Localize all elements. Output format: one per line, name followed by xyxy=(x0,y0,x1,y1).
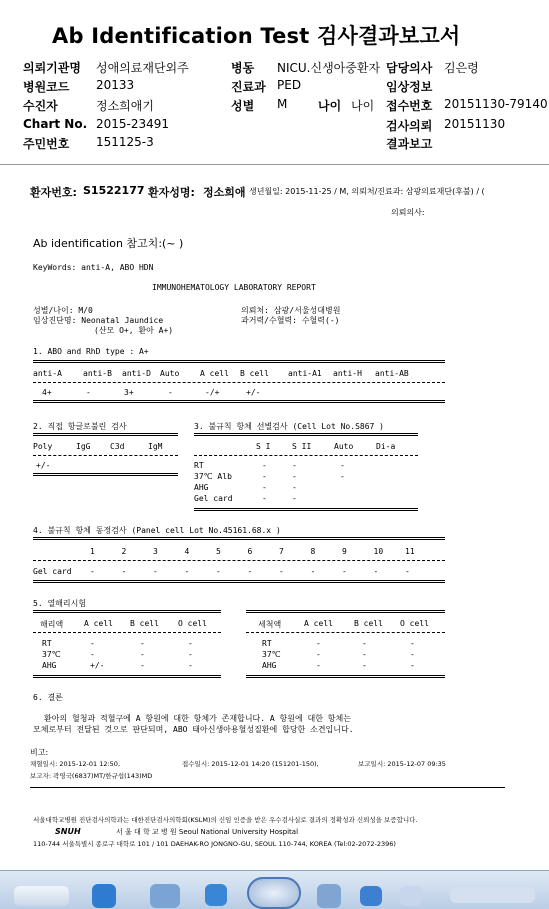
wash-row-label: AHG xyxy=(262,661,277,670)
wash-value-cell: - xyxy=(410,650,415,659)
label-result-report: 결과보고 xyxy=(386,137,433,151)
panel-value-cell: - xyxy=(310,567,316,576)
diagnosis: 임상진단명: Neonatal Jaundice xyxy=(33,316,164,325)
wash-value-cell: - xyxy=(410,639,415,648)
screen-row-label: 37℃ Alb xyxy=(194,472,232,481)
transfusion-history: 과거력/수혈력: 수혈력(-) xyxy=(241,316,340,325)
panel-header-cell: 3 xyxy=(153,547,158,556)
panel-row-label: Gel card xyxy=(33,567,72,576)
section-antibody-identification: 4. 불규칙 항체 동정검사 (Panel cell Lot No.45161.68.x ) xyxy=(33,526,281,535)
report-title: Ab Identification Test 검사결과보고서 xyxy=(52,24,461,48)
eluate-value-cell: - xyxy=(188,650,193,659)
collection-datetime: 채혈일시: 2015-12-01 12:50, xyxy=(30,760,121,768)
panel-value-cell: - xyxy=(216,567,221,576)
abo-header-cell: anti-B xyxy=(83,369,112,378)
wash-value-cell: - xyxy=(316,650,321,659)
wash-value-cell: - xyxy=(410,661,415,670)
divider xyxy=(33,610,221,613)
panel-header-cell: 8 xyxy=(310,547,316,556)
dat-header-cell: Poly xyxy=(33,442,53,451)
value-chart-no: 2015-23491 xyxy=(96,117,170,131)
abo-value-cell: +/- xyxy=(246,388,261,397)
divider xyxy=(33,632,221,633)
section-elution: 5. 열해리시험 xyxy=(33,599,87,608)
panel-value-cell: - xyxy=(121,567,127,576)
abo-value-cell: - xyxy=(86,388,91,397)
screen-value-cell: - xyxy=(262,483,267,492)
section-antibody-screen: 3. 불규칙 항체 선별검사 (Cell Lot No.S867 ) xyxy=(194,422,384,431)
panel-header-cell: 6 xyxy=(247,547,253,556)
abo-header-cell: anti-H xyxy=(333,369,362,378)
abo-header-cell: anti-A xyxy=(33,369,62,378)
footer-certification: 서울대학교병원 진단검사의학과는 대한진단검사의학회(KSLM)의 신임 인증을 받은 우수검사실로 결과의 정확성과 신뢰성을 보증합니다. xyxy=(33,816,418,824)
abo-value-cell: 4+ xyxy=(42,388,52,397)
taskbar xyxy=(0,870,549,909)
remarks-label: 비고: xyxy=(30,748,49,757)
screen-header-cell: Di-a xyxy=(376,442,396,451)
screen-value-cell: - xyxy=(340,461,345,470)
panel-header-cell: 9 xyxy=(342,547,347,556)
label-sex: 성별 xyxy=(231,99,255,113)
screen-value-cell: - xyxy=(292,483,297,492)
label-resident-no: 주민번호 xyxy=(23,137,70,151)
divider xyxy=(246,610,445,613)
abo-header-cell: B cell xyxy=(240,369,269,378)
eluate-value-cell: +/- xyxy=(90,661,105,670)
dat-value-cell: +/- xyxy=(36,461,51,470)
eluate-header-cell: O cell xyxy=(178,619,207,628)
abo-header-cell: anti-AB xyxy=(375,369,409,378)
label-ward: 병동 xyxy=(231,61,255,75)
panel-value-cell: - xyxy=(373,567,379,576)
report-datetime: 보고일시: 2015-12-07 09:35 xyxy=(358,760,446,768)
value-doctor: 김은령 xyxy=(444,61,479,75)
dat-header-cell: IgM xyxy=(148,442,163,451)
label-clinical-info: 임상정보 xyxy=(386,80,433,94)
label-test-request: 검사의뢰 xyxy=(386,119,433,133)
abo-header-cell: Auto xyxy=(160,369,180,378)
app-icon[interactable] xyxy=(400,886,422,906)
value-patient: 정소희애기 xyxy=(96,99,154,113)
tray-area[interactable] xyxy=(450,887,535,903)
screen-value-cell: - xyxy=(292,461,297,470)
divider xyxy=(33,537,445,540)
conclusion-line-2: 모체로부터 전달된 것으로 판단되며, ABO 태아신생아용혈성질환에 합당한 소견입니다. xyxy=(33,725,354,734)
value-test-request: 20151130 xyxy=(444,117,506,131)
screen-value-cell: - xyxy=(340,472,345,481)
label-patient: 수진자 xyxy=(23,99,58,113)
panel-value-cell: - xyxy=(279,567,284,576)
divider xyxy=(33,580,445,583)
panel-value-cell: - xyxy=(405,567,410,576)
panel-value-cell: - xyxy=(90,567,95,576)
referrer: 의뢰처: 삼광/서울성대병원 xyxy=(241,306,341,315)
footer-hospital-name: 서 울 대 학 교 병 원 Seoul National University Hospital xyxy=(116,828,299,836)
patient-info: 생년월일: 2015-11-25 / M, 의뢰처/진료과: 삼광의료재단(후불) / ( xyxy=(249,187,485,196)
wash-header-cell: B cell xyxy=(354,619,383,628)
wash-value-cell: - xyxy=(362,661,367,670)
lab-report-title: IMMUNOHEMATOLOGY LABORATORY REPORT xyxy=(152,283,316,292)
label-doctor: 담당의사 xyxy=(386,61,433,75)
wash-value-cell: - xyxy=(362,650,367,659)
wash-row-label: RT xyxy=(262,639,272,648)
abo-header-cell: anti-A1 xyxy=(288,369,322,378)
app-icon[interactable] xyxy=(360,886,382,906)
section-conclusion: 6. 결론 xyxy=(33,693,63,702)
eluate-value-cell: - xyxy=(90,650,95,659)
value-sex: M xyxy=(277,97,288,111)
receipt-datetime: 접수일시: 2015-12-01 14:20 (151201-150), xyxy=(182,760,319,768)
value-department: PED xyxy=(277,78,302,92)
divider xyxy=(246,632,445,633)
divider xyxy=(194,433,418,436)
scanned-report xyxy=(0,164,549,870)
app-icon[interactable] xyxy=(205,884,227,906)
eluate-header-cell: A cell xyxy=(84,619,113,628)
eluate-row-label: 37℃ xyxy=(42,650,61,659)
ab-identification-title: Ab identification 참고치:(~ ) xyxy=(33,237,184,250)
abo-value-cell: 3+ xyxy=(124,388,134,397)
divider xyxy=(33,455,178,456)
section-dat: 2. 직접 항글로불린 검사 xyxy=(33,422,127,431)
eluate-row-label: RT xyxy=(42,639,52,648)
reporter: 보고자: 곽영국(6837)MT/한규섭(143)MD xyxy=(30,772,153,780)
abo-value-cell: -/+ xyxy=(205,388,220,397)
snuh-logo: SNUH xyxy=(55,827,81,836)
sex-age: 성별/나이: M/0 xyxy=(33,306,93,315)
divider xyxy=(194,455,418,456)
panel-value-cell: - xyxy=(247,567,253,576)
eluate-value-cell: - xyxy=(140,650,145,659)
screen-value-cell: - xyxy=(262,494,267,503)
screen-value-cell: - xyxy=(262,461,267,470)
eluate-value-cell: - xyxy=(90,639,95,648)
dat-header-cell: IgG xyxy=(76,442,91,451)
value-patient-name: 정소희애 xyxy=(203,186,246,199)
divider xyxy=(246,675,445,678)
abo-value-cell: - xyxy=(168,388,173,397)
label-receipt-no: 접수번호 xyxy=(386,99,433,113)
wash-header-cell: A cell xyxy=(304,619,333,628)
value-age: 나이 xyxy=(351,99,375,113)
divider xyxy=(33,473,178,476)
wash-value-cell: - xyxy=(316,639,321,648)
value-referring-institution: 성애의료재단외주 xyxy=(96,61,189,75)
screen-value-cell: - xyxy=(292,472,297,481)
divider xyxy=(33,360,445,363)
app-icon[interactable] xyxy=(150,884,180,908)
eluate-row-label: AHG xyxy=(42,661,57,670)
eluate-header-cell: 해리액 xyxy=(40,620,64,629)
divider xyxy=(33,400,445,403)
value-resident-no: 151125-3 xyxy=(96,135,154,149)
value-patient-no: S1522177 xyxy=(83,184,145,197)
divider xyxy=(194,508,418,511)
screen-row-label: AHG xyxy=(194,483,209,492)
panel-header-cell: 7 xyxy=(279,547,284,556)
panel-header-cell: 4 xyxy=(184,547,190,556)
panel-value-cell: - xyxy=(184,567,190,576)
section-abo-rhd: 1. ABO and RhD type : A+ xyxy=(33,347,149,356)
screen-row-label: RT xyxy=(194,461,204,470)
keywords: KeyWords: anti-A, ABO HDN xyxy=(33,263,154,272)
eluate-value-cell: - xyxy=(188,639,193,648)
label-age: 나이 xyxy=(318,99,342,113)
label-patient-no: 환자번호: xyxy=(30,186,77,199)
label-chart-no: Chart No. xyxy=(23,117,88,131)
diagnosis-note: (산모 O+, 환아 A+) xyxy=(94,326,174,335)
app-icon[interactable] xyxy=(317,884,341,908)
start-button[interactable] xyxy=(247,877,301,909)
wash-row-label: 37℃ xyxy=(262,650,281,659)
wash-value-cell: - xyxy=(362,639,367,648)
dat-header-cell: C3d xyxy=(110,442,125,451)
label-hospital-code: 병원코드 xyxy=(23,80,70,94)
eluate-value-cell: - xyxy=(140,639,145,648)
divider xyxy=(30,787,505,788)
abo-header-cell: anti-D xyxy=(122,369,151,378)
value-hospital-code: 20133 xyxy=(96,78,135,92)
divider xyxy=(33,382,445,383)
eluate-value-cell: - xyxy=(140,661,145,670)
screen-header-cell: S I xyxy=(256,442,271,451)
screen-row-label: Gel card xyxy=(194,494,233,503)
screen-header-cell: S II xyxy=(292,442,312,451)
app-icon[interactable] xyxy=(92,884,116,908)
panel-value-cell: - xyxy=(153,567,158,576)
taskbar-button[interactable] xyxy=(14,886,69,906)
panel-header-cell: 1 xyxy=(90,547,95,556)
divider xyxy=(33,560,445,561)
label-referring-institution: 의뢰기관명 xyxy=(23,61,81,75)
divider xyxy=(33,433,178,436)
conclusion-line-1: 환아의 혈청과 적혈구에 A 항원에 대한 항체가 존재합니다. A 항원에 대한 항체는 xyxy=(44,714,351,723)
panel-header-cell: 11 xyxy=(405,547,415,556)
panel-value-cell: - xyxy=(342,567,347,576)
eluate-value-cell: - xyxy=(188,661,193,670)
referring-doctor: 의뢰의사: xyxy=(391,208,425,217)
screen-header-cell: Auto xyxy=(334,442,354,451)
panel-header-cell: 5 xyxy=(216,547,221,556)
screen-value-cell: - xyxy=(292,494,297,503)
divider xyxy=(33,675,221,678)
wash-header-cell: 세척액 xyxy=(258,620,282,629)
wash-header-cell: O cell xyxy=(400,619,429,628)
footer-address: 110-744 서울특별시 종로구 대학로 101 / 101 DAEHAK-RO JONGNO-GU, SEOUL 110-744, KOREA (Tel:02-2072-2396) xyxy=(33,840,396,848)
wash-value-cell: - xyxy=(316,661,321,670)
abo-header-cell: A cell xyxy=(200,369,229,378)
value-receipt-no: 20151130-79140 xyxy=(444,97,548,111)
panel-header-cell: 2 xyxy=(121,547,127,556)
value-ward: NICU.신생아중환자 xyxy=(277,61,381,75)
screen-value-cell: - xyxy=(262,472,267,481)
label-patient-name: 환자성명: xyxy=(148,186,195,199)
panel-header-cell: 10 xyxy=(373,547,384,556)
label-department: 진료과 xyxy=(231,80,266,94)
eluate-header-cell: B cell xyxy=(130,619,159,628)
